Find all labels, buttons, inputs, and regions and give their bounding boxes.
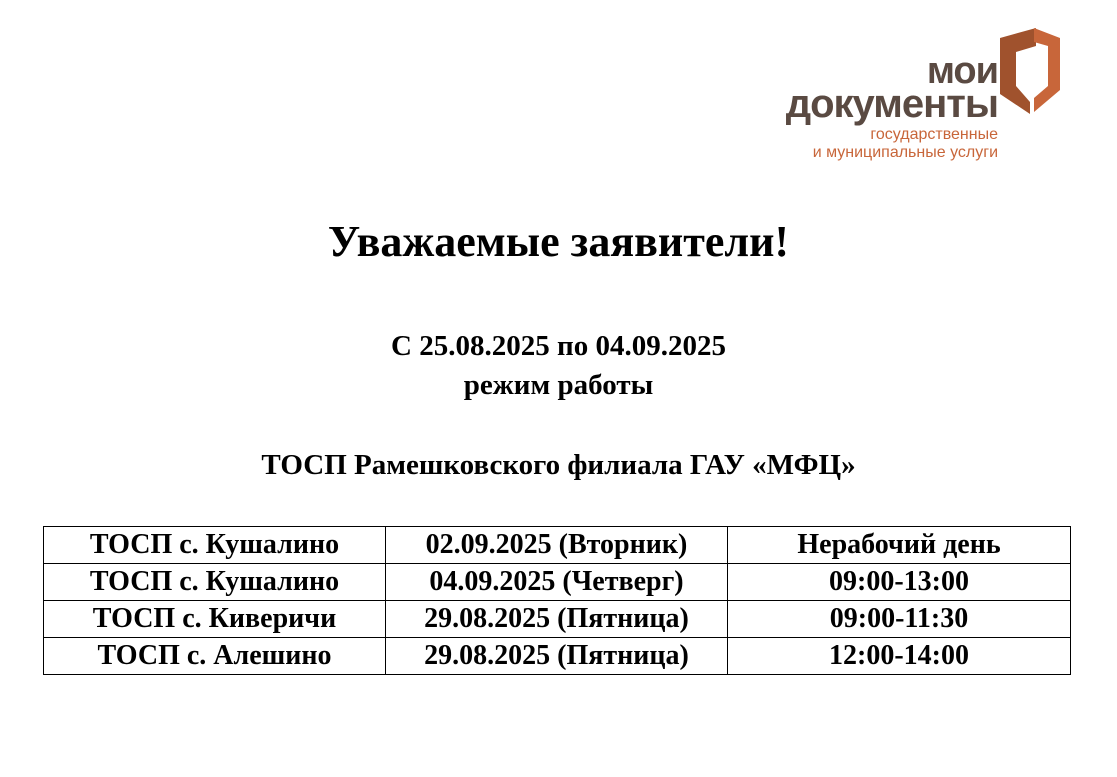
logo-line-munitsipalnye: и муниципальные услуги (812, 144, 998, 161)
hours-cell: 12:00-14:00 (728, 638, 1071, 675)
date-cell: 29.08.2025 (Пятница) (386, 638, 728, 675)
office-cell: ТОСП с. Алешино (44, 638, 386, 675)
logo-line-moi: мои (926, 50, 998, 92)
page-title: Уважаемые заявители! (327, 217, 790, 266)
date-range: С 25.08.2025 по 04.09.2025 (391, 330, 726, 362)
table-row (44, 638, 1071, 675)
schedule-table (43, 526, 1071, 675)
hours-cell: 09:00-11:30 (728, 601, 1071, 638)
logo-line-gosudarstvennye: государственные (870, 126, 998, 143)
date-cell: 29.08.2025 (Пятница) (386, 601, 728, 638)
work-mode-label: режим работы (463, 369, 654, 401)
date-cell: 04.09.2025 (Четверг) (386, 564, 728, 601)
logo-line-dokumenty: документы (785, 82, 998, 126)
mfc-logo (750, 20, 1090, 160)
table-row (44, 527, 1071, 564)
branch-name: ТОСП Рамешковского филиала ГАУ «МФЦ» (261, 449, 856, 481)
office-cell: ТОСП с. Кушалино (44, 564, 386, 601)
hours-cell: 09:00-13:00 (728, 564, 1071, 601)
logo-mark-icon (994, 24, 1066, 118)
office-cell: ТОСП с. Кушалино (44, 527, 386, 564)
table-row (44, 601, 1071, 638)
office-cell: ТОСП с. Киверичи (44, 601, 386, 638)
date-cell: 02.09.2025 (Вторник) (386, 527, 728, 564)
table-row (44, 564, 1071, 601)
logo-text (786, 20, 998, 162)
hours-cell: Нерабочий день (728, 527, 1071, 564)
